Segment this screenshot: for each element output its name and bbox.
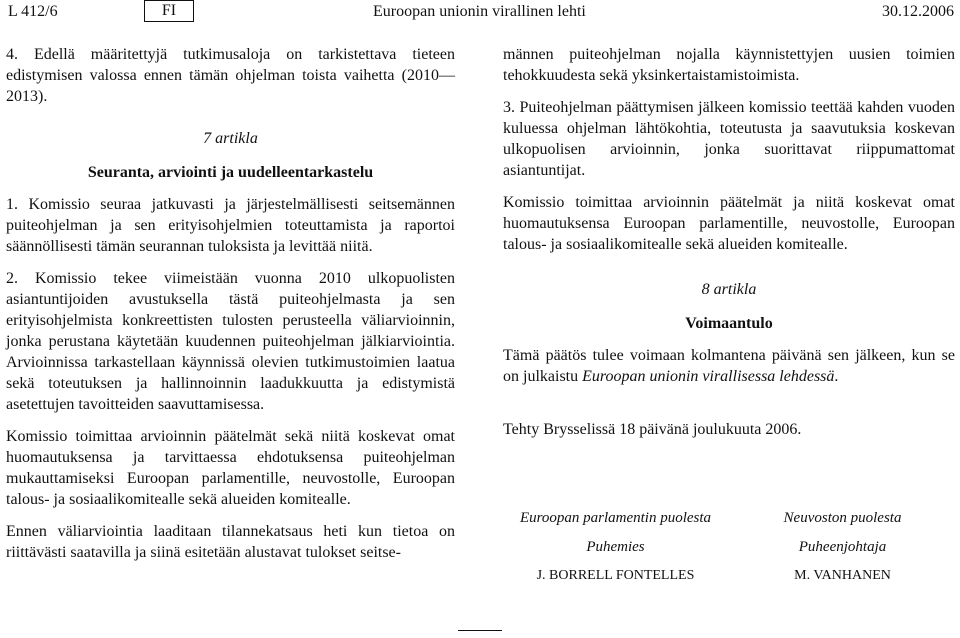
- commission-conclusions-paragraph: Komissio toimittaa arvioinnin päätelmät sekä niitä koskevat omat huomautuksensa ja tarvittaessa ehdotuksensa puiteohjelman mukauttamiseksi Euroopan parlamentille, neuvostolle, Euroopan talous- ja sosiaalikomitealle sekä alueiden komitealle.: [6, 428, 455, 508]
- parliament-for: Euroopan parlamentin puolesta: [519, 510, 712, 526]
- interim-review-paragraph: Ennen väliarviointia laaditaan tilannekatsaus heti kun tietoa on riittävästi saatavilla ja siinä esitetään alustavat tulokset seitse-: [6, 523, 455, 561]
- article-8-number: 8 artikla: [701, 281, 757, 298]
- article-7-paragraph-1: 1. Komissio seuraa jatkuvasti ja järjestelmällisesti seitsemännen puiteohjelman ja sen erityisohjelmien toteuttamista ja raportoi säännöllisesti tämän seurannan tuloksista ja levittää niitä.: [6, 196, 455, 255]
- council-signatory: M. VANHANEN: [794, 568, 891, 583]
- article-7-number: 7 artikla: [203, 130, 258, 147]
- language-badge: FI: [144, 0, 194, 22]
- article-7-title: Seuranta, arviointi ja uudelleentarkastelu: [87, 164, 374, 181]
- article-8-title: Voimaantulo: [685, 315, 773, 332]
- done-at-line: Tehty Brysselissä 18 päivänä joulukuuta 2006.: [503, 421, 802, 438]
- parliament-role: Puhemies: [586, 539, 645, 555]
- paragraph-4: 4. Edellä määritettyjä tutkimusaloja on tarkistettava tieteen edistymisen valossa ennen tämän ohjelman toista vaihetta (2010—2013).: [6, 46, 455, 105]
- entry-into-force-paragraph: [503, 345, 955, 387]
- footer-rule: [458, 630, 502, 631]
- page-reference: L 412/6: [8, 3, 58, 20]
- page-header: [8, 0, 954, 26]
- commission-conclusions-paragraph-2: Komissio toimittaa arvioinnin päätelmät ja niitä koskevat omat huomautuksensa Euroopan parlamentille, neuvostolle, Euroopan talous- ja sosiaalikomitealle sekä alueiden komitealle.: [503, 194, 955, 253]
- publication-date: 30.12.2006: [882, 3, 954, 20]
- council-role: Puheenjohtaja: [798, 539, 887, 555]
- entry-end: .: [834, 368, 839, 385]
- journal-reference: Euroopan unionin virallisessa lehdessä: [582, 368, 835, 385]
- parliament-signatory: J. BORRELL FONTELLES: [536, 568, 695, 583]
- left-column: [6, 44, 455, 563]
- article-7-paragraph-3: 3. Puiteohjelman päättymisen jälkeen komissio teettää kahden vuoden kuluessa ohjelman lähtökohtia, toteutusta ja saavutuksia koskevan ulkopuolisen arvioinnin, jonka suorittavat riippumattomat asiantuntijat.: [503, 99, 955, 179]
- continued-paragraph: männen puiteohjelman nojalla käynnistettyjen uusien toimien tehokkuudesta sekä yksinkertaistamistoimista.: [503, 46, 955, 84]
- council-signature: [730, 508, 955, 586]
- parliament-signature: [503, 508, 728, 586]
- council-for: Neuvoston puolesta: [783, 510, 902, 526]
- journal-title: Euroopan unionin virallinen lehti: [373, 3, 586, 20]
- article-7-paragraph-2: 2. Komissio tekee viimeistään vuonna 2010 ulkopuolisten asiantuntijoiden avustuksella tästä puiteohjelmasta ja sen erityisohjelmista konkreettisten tulosten perusteella väliarvioinnin, jonka perustana käytetään kuudennen puiteohjelman jälkiarviointia. Arvioinnissa tarkastellaan käynnissä olevien tutkimustoimien laatua sekä toteutuksen ja hallinnoinnin laadukkuutta ja edistymistä asetettujen tavoitteiden saavuttamisessa.: [6, 270, 455, 413]
- entry-text: Tämä päätös tulee voimaan kolmantena päivänä sen jälkeen, kun se on julkaistu: [503, 347, 955, 385]
- right-column: [503, 44, 955, 440]
